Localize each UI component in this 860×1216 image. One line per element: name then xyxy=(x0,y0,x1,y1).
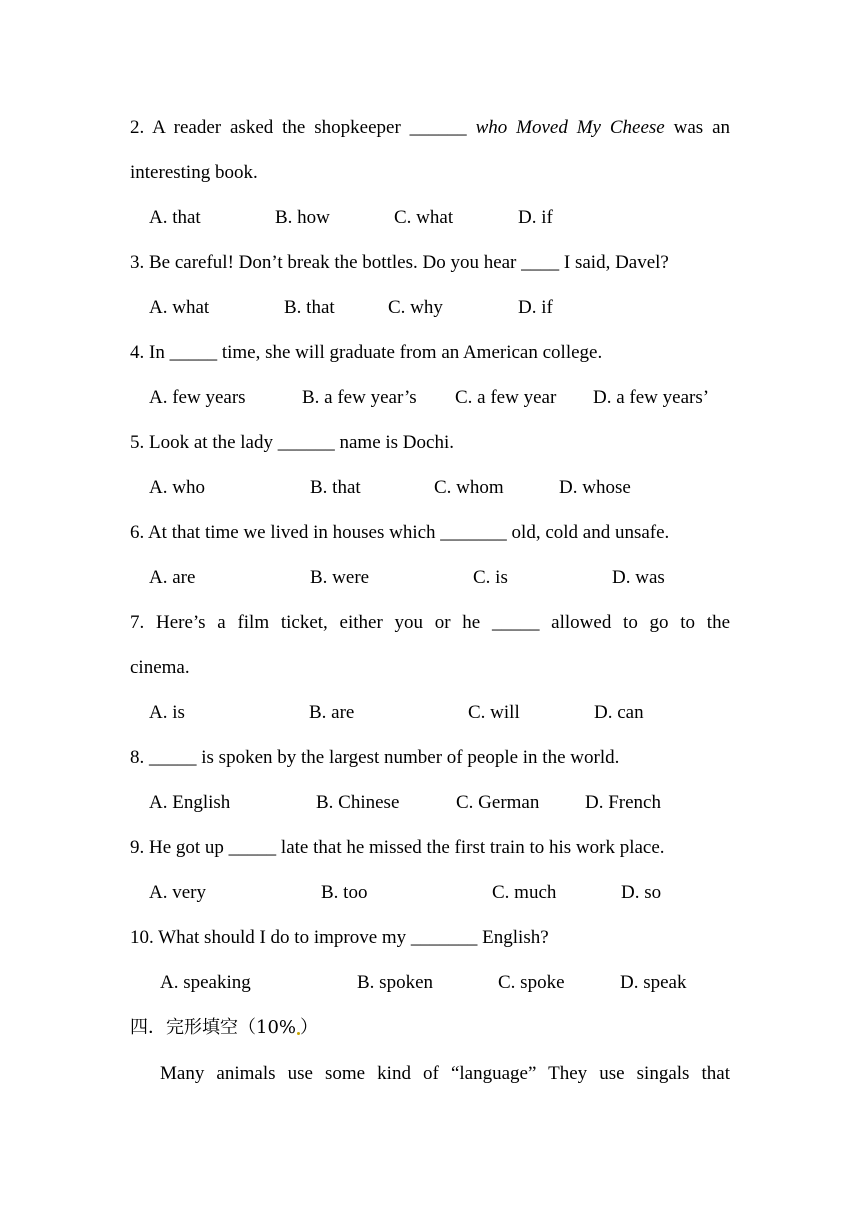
question-2-stem-end: was an xyxy=(664,117,730,138)
question-9-option-d[interactable]: D. so xyxy=(621,882,662,903)
question-6-options xyxy=(0,566,860,590)
question-4-stem: 4. In _____ time, she will graduate from an American college. xyxy=(130,342,603,363)
question-6-option-a[interactable]: A. are xyxy=(149,567,196,588)
question-5-option-b[interactable]: B. that xyxy=(310,477,361,498)
question-3-option-d[interactable]: D. if xyxy=(518,297,553,318)
question-7-options xyxy=(0,701,860,725)
question-6-option-d[interactable]: D. was xyxy=(612,567,665,588)
question-4-option-d[interactable]: D. a few years’ xyxy=(593,387,710,408)
question-2-options xyxy=(0,206,860,230)
question-4-option-c[interactable]: C. a few year xyxy=(455,387,557,408)
question-7-option-a[interactable]: A. is xyxy=(149,702,185,723)
question-10-stem: 10. What should I do to improve my _______ English? xyxy=(130,927,549,948)
question-9-option-a[interactable]: A. very xyxy=(149,882,206,903)
question-2-option-b[interactable]: B. how xyxy=(275,207,330,228)
question-5-stem: 5. Look at the lady ______ name is Dochi. xyxy=(130,432,454,453)
question-4-options xyxy=(0,386,860,410)
question-2-option-d[interactable]: D. if xyxy=(518,207,553,228)
question-8-option-b[interactable]: B. Chinese xyxy=(316,792,400,813)
question-6-option-b[interactable]: B. were xyxy=(310,567,370,588)
passage-first-line: Many animals use some kind of “language” They use singals that xyxy=(160,1063,730,1084)
question-10-options xyxy=(0,971,860,995)
question-6-option-c[interactable]: C. is xyxy=(473,567,508,588)
question-10-option-b[interactable]: B. spoken xyxy=(357,972,433,993)
question-6-stem: 6. At that time we lived in houses which _______ old, cold and unsafe. xyxy=(130,522,670,543)
question-3-option-c[interactable]: C. why xyxy=(388,297,443,318)
question-2-option-c[interactable]: C. what xyxy=(394,207,454,228)
question-5-options xyxy=(0,476,860,500)
question-4-option-a[interactable]: A. few years xyxy=(149,387,246,408)
question-5-option-a[interactable]: A. who xyxy=(149,477,205,498)
question-3-stem: 3. Be careful! Don’t break the bottles. Do you hear ____ I said, Davel? xyxy=(130,252,669,273)
question-7-stem-continued: cinema. xyxy=(130,657,190,678)
question-8-option-a[interactable]: A. English xyxy=(149,792,231,813)
question-9-options xyxy=(0,881,860,905)
question-9-stem: 9. He got up _____ late that he missed the first train to his work place. xyxy=(130,837,665,858)
question-3-option-b[interactable]: B. that xyxy=(284,297,335,318)
question-2-option-a[interactable]: A. that xyxy=(149,207,201,228)
question-9-option-b[interactable]: B. too xyxy=(321,882,368,903)
question-2-book-title: who Moved My Cheese xyxy=(475,117,665,138)
question-9-option-c[interactable]: C. much xyxy=(492,882,557,903)
question-4-option-b[interactable]: B. a few year’s xyxy=(302,387,417,408)
question-7-option-d[interactable]: D. can xyxy=(594,702,644,723)
question-10-option-d[interactable]: D. speak xyxy=(620,972,687,993)
question-10-option-c[interactable]: C. spoke xyxy=(498,972,565,993)
question-8-options xyxy=(0,791,860,815)
question-7-option-b[interactable]: B. are xyxy=(309,702,355,723)
question-8-stem: 8. _____ is spoken by the largest number of people in the world. xyxy=(130,747,620,768)
question-2-stem-continued: interesting book. xyxy=(130,162,258,183)
question-3-options xyxy=(0,296,860,320)
question-2-stem xyxy=(130,116,730,140)
question-8-option-c[interactable]: C. German xyxy=(456,792,540,813)
question-2-stem-start: 2. A reader asked the shopkeeper ______ xyxy=(130,117,476,138)
question-7-option-c[interactable]: C. will xyxy=(468,702,520,723)
question-8-option-d[interactable]: D. French xyxy=(585,792,661,813)
question-5-option-d[interactable]: D. whose xyxy=(559,477,631,498)
question-7-stem: 7. Here’s a film ticket, either you or he _____ allowed to go to the xyxy=(130,612,730,633)
question-5-option-c[interactable]: C. whom xyxy=(434,477,504,498)
question-3-option-a[interactable]: A. what xyxy=(149,297,210,318)
question-10-option-a[interactable]: A. speaking xyxy=(160,972,251,993)
section-heading-close: ） xyxy=(300,1017,319,1038)
section-heading-text: 四．完形填空（10% xyxy=(130,1017,297,1038)
section-heading xyxy=(130,1016,730,1040)
